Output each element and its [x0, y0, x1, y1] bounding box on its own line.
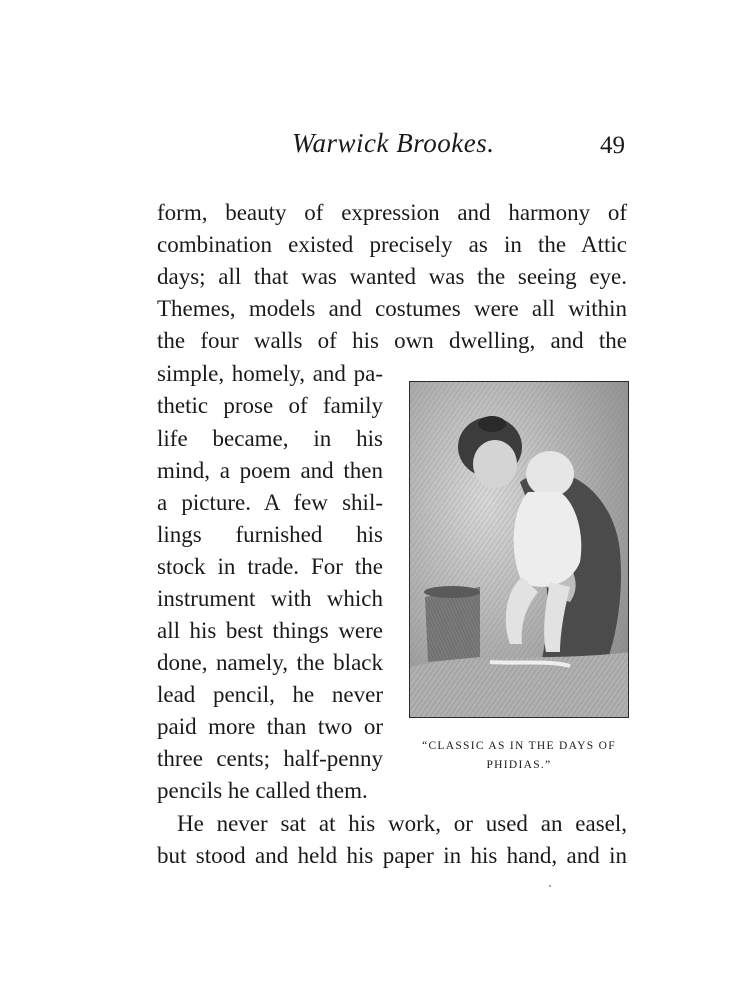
- running-head: Warwick Brookes.: [292, 128, 495, 158]
- paper-speck: [549, 885, 551, 887]
- text-line: Themes, models and costumes were all within: [157, 296, 627, 321]
- text-line: lead pencil, he never: [157, 682, 383, 707]
- text-line: life became, in his: [157, 426, 383, 451]
- figure-caption: [404, 737, 634, 775]
- page-number: 49: [600, 132, 625, 159]
- text-line: days; all that was wanted was the seeing eye.: [157, 264, 627, 289]
- text-line: done, namely, the black: [157, 650, 383, 675]
- caption-line: PHIDIAS.”: [486, 759, 552, 771]
- text-line: stock in trade. For the: [157, 554, 383, 579]
- text-line: paid more than two or: [157, 714, 383, 739]
- text-line: instrument with which: [157, 586, 383, 611]
- caption-line: “CLASSIC AS IN THE DAYS OF: [422, 740, 616, 752]
- text-line: lings furnished his: [157, 522, 383, 547]
- text-line: He never sat at his work, or used an easel,: [177, 811, 627, 836]
- text-line: the four walls of his own dwelling, and the: [157, 328, 627, 353]
- text-line: mind, a poem and then: [157, 458, 383, 483]
- text-line: all his best things were: [157, 618, 383, 643]
- text-line: thetic prose of family: [157, 393, 383, 418]
- illustration-mother-and-child: [409, 381, 629, 718]
- pencil-drawing: [410, 382, 629, 718]
- text-line: form, beauty of expression and harmony of: [157, 200, 627, 225]
- text-line: pencils he called them.: [157, 778, 368, 803]
- text-line: simple, homely, and pa-: [157, 361, 383, 386]
- text-line: but stood and held his paper in his hand, and in: [157, 843, 627, 868]
- text-line: a picture. A few shil-: [157, 490, 383, 515]
- text-line: combination existed precisely as in the Attic: [157, 232, 627, 257]
- text-line: three cents; half-penny: [157, 746, 383, 771]
